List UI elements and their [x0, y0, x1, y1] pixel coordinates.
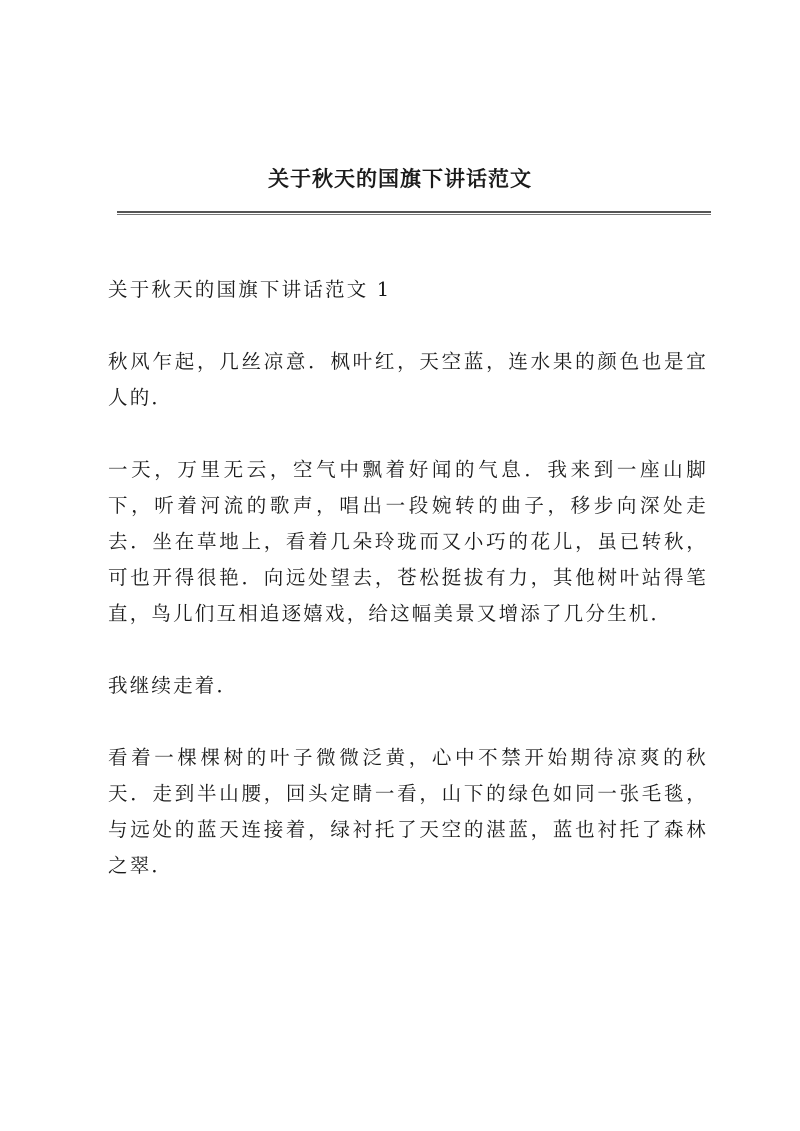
document-title: 关于秋天的国旗下讲话范文	[268, 166, 532, 191]
paragraph-1: 秋风乍起，几丝凉意．枫叶红，天空蓝，连水果的颜色也是宜人的．	[108, 350, 708, 409]
title-divider	[117, 211, 711, 213]
paragraph-4: 看着一棵棵树的叶子微微泛黄，心中不禁开始期待凉爽的秋天．走到半山腰，回头定睛一看，山下的绿色如同一张毛毯，与远处的蓝天连接着，绿衬托了天空的湛蓝，蓝也衬托了森林之翠．	[108, 746, 708, 877]
section-heading: 关于秋天的国旗下讲话范文 1	[108, 278, 392, 301]
paragraph-3: 我继续走着．	[108, 674, 239, 697]
title-divider-thin	[117, 214, 711, 215]
paragraph-2: 一天，万里无云，空气中飘着好闻的气息．我来到一座山脚下，听着河流的歌声，唱出一段婉转的曲子，移步向深处走去．坐在草地上，看着几朵玲珑而又小巧的花儿，虽已转秋，可也开得很艳．向远处望去，苍松挺拔有力，其他树叶站得笔直，鸟儿们互相追逐嬉戏，给这幅美景又增添了几分生机．	[108, 458, 708, 625]
document-body	[108, 272, 708, 884]
